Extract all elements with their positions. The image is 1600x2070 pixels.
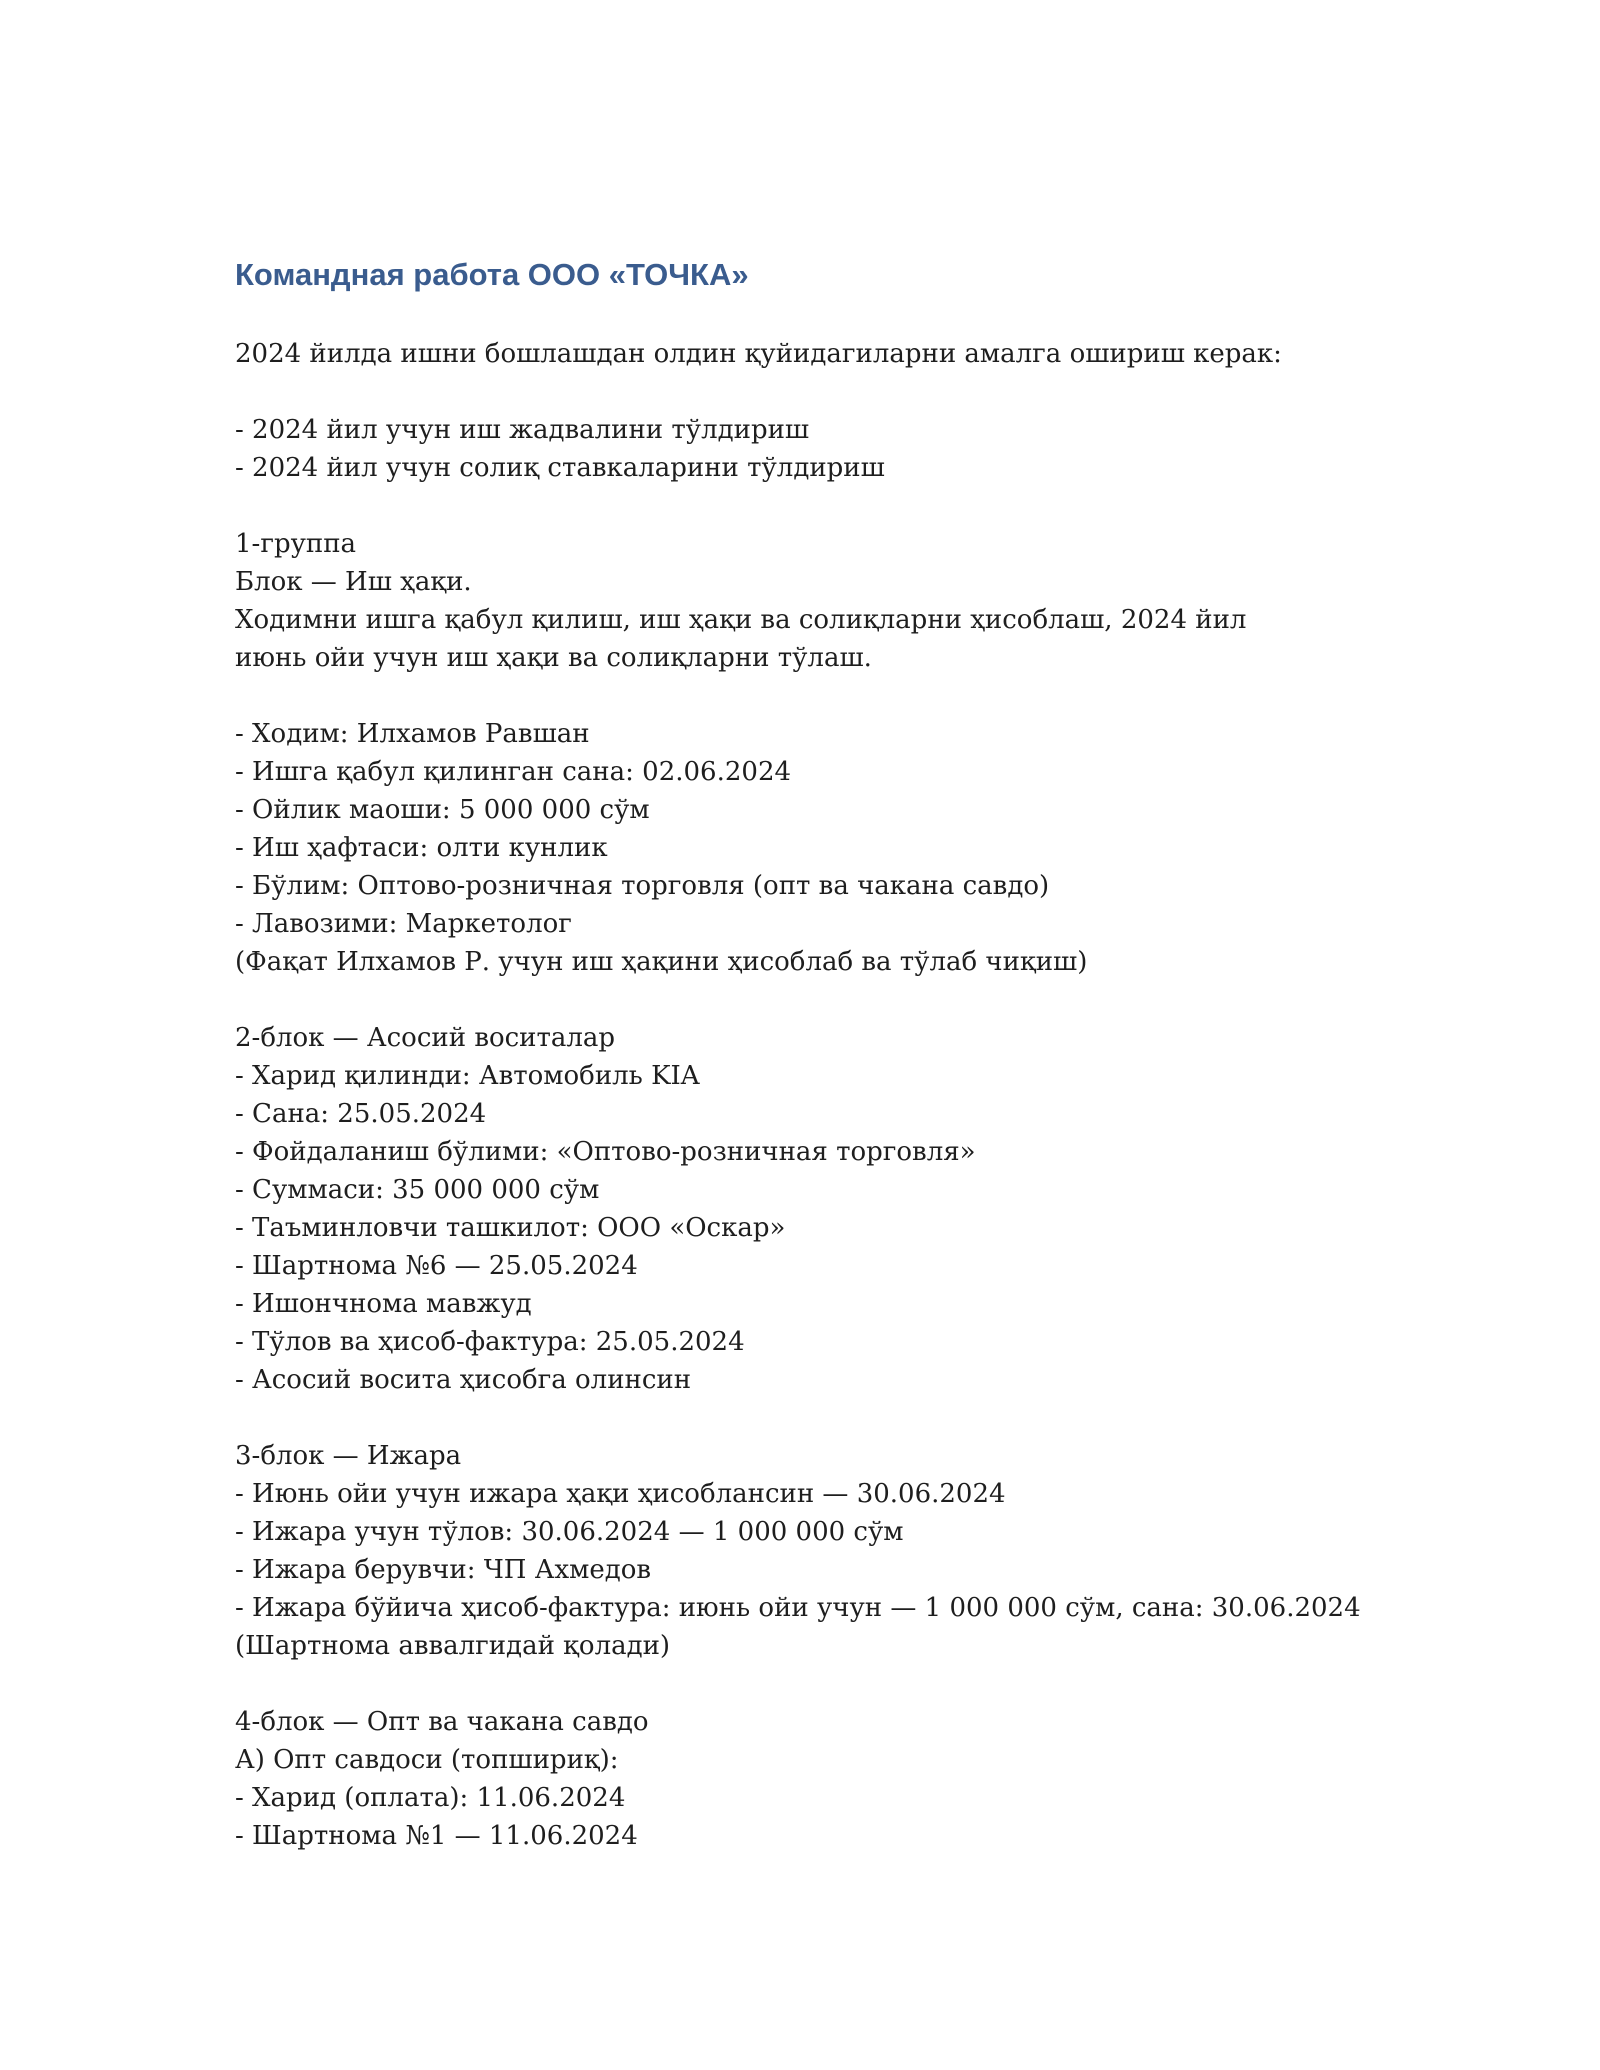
block4-item: - Харид (оплата): 11.06.2024 xyxy=(235,1783,626,1813)
block4-heading: 4-блок — Опт ва чакана савдо xyxy=(235,1707,649,1737)
block2-item: - Фойдаланиш бўлими: «Оптово-розничная торговля» xyxy=(235,1137,976,1167)
block2-item: - Асосий восита ҳисобга олинсин xyxy=(235,1365,692,1395)
document-body xyxy=(235,255,1415,1855)
block2-item: - Шартнома №6 — 25.05.2024 xyxy=(235,1251,638,1281)
block4-item: - Шартнома №1 — 11.06.2024 xyxy=(235,1821,638,1851)
block2-item: - Таъминловчи ташкилот: ООО «Оскар» xyxy=(235,1213,786,1243)
block3-note: (Шартнома аввалгидай қолади) xyxy=(235,1631,671,1661)
group1-description: Ходимни ишга қабул қилиш, иш ҳақи ва солиқларни ҳисоблаш, 2024 йил xyxy=(235,605,1247,635)
spacer xyxy=(235,295,1415,335)
block3-heading: 3-блок — Ижара xyxy=(235,1441,462,1471)
intro-text: 2024 йилда ишни бошлашдан олдин қуйидагиларни амалга ошириш керак: xyxy=(235,339,1282,369)
spacer xyxy=(235,1665,1415,1703)
block4-subheading: А) Опт савдоси (топшириқ): xyxy=(235,1745,619,1775)
group1-item: - Иш ҳафтаси: олти кунлик xyxy=(235,833,608,863)
block2-item: - Тўлов ва ҳисоб-фактура: 25.05.2024 xyxy=(235,1327,745,1357)
group1-item: - Бўлим: Оптово-розничная торговля (опт ва чакана савдо) xyxy=(235,871,1050,901)
block2-item: - Харид қилинди: Автомобиль KIA xyxy=(235,1061,700,1091)
block2-item: - Суммаси: 35 000 000 сўм xyxy=(235,1175,600,1205)
spacer xyxy=(235,1399,1415,1437)
spacer xyxy=(235,373,1415,411)
block3-item: - Ижара берувчи: ЧП Ахмедов xyxy=(235,1555,652,1585)
group1-note: (Фақат Илхамов Р. учун иш ҳақини ҳисоблаб ва тўлаб чиқиш) xyxy=(235,947,1088,977)
spacer xyxy=(235,487,1415,525)
block3-item: - Ижара учун тўлов: 30.06.2024 — 1 000 000 сўм xyxy=(235,1517,904,1547)
group1-heading: 1-группа xyxy=(235,529,357,559)
group1-description: июнь ойи учун иш ҳақи ва солиқларни тўлаш. xyxy=(235,643,872,673)
block2-item: - Ишончнома мавжуд xyxy=(235,1289,532,1319)
block2-item: - Сана: 25.05.2024 xyxy=(235,1099,487,1129)
prep-item: - 2024 йил учун иш жадвалини тўлдириш xyxy=(235,415,810,445)
group1-item: - Ходим: Илхамов Равшан xyxy=(235,719,590,749)
spacer xyxy=(235,981,1415,1019)
block2-heading: 2-блок — Асосий воситалар xyxy=(235,1023,616,1053)
block3-item: - Июнь ойи учун ижара ҳақи ҳисоблансин — 30.06.2024 xyxy=(235,1479,1006,1509)
group1-item: - Ойлик маоши: 5 000 000 сўм xyxy=(235,795,650,825)
group1-item: - Лавозими: Маркетолог xyxy=(235,909,572,939)
group1-item: - Ишга қабул қилинган сана: 02.06.2024 xyxy=(235,757,792,787)
prep-item: - 2024 йил учун солиқ ставкаларини тўлдириш xyxy=(235,453,885,483)
group1-block-title: Блок — Иш ҳақи. xyxy=(235,567,472,597)
block3-item: - Ижара бўйича ҳисоб-фактура: июнь ойи учун — 1 000 000 сўм, сана: 30.06.2024 xyxy=(235,1593,1361,1623)
spacer xyxy=(235,677,1415,715)
document-title: Командная работа ООО «ТОЧКА» xyxy=(235,257,749,292)
